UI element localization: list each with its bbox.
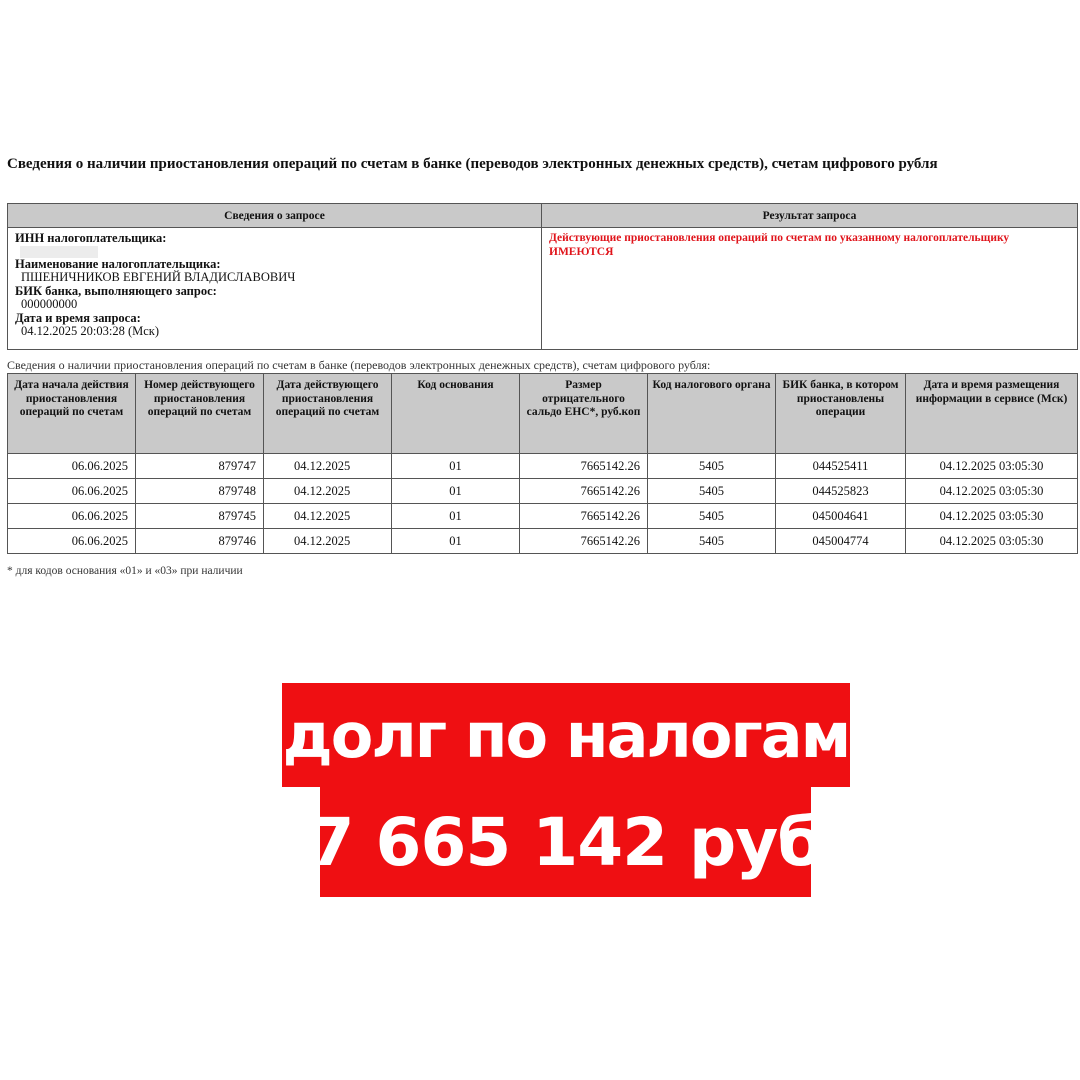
basis-code-cell: 01 (392, 479, 520, 504)
column-header-balance: Размер отрицательного сальдо ЕНС*, руб.коп (520, 374, 648, 454)
accounts-caption: Сведения о наличии приостановления операций по счетам в банке (переводов электронных денежных средств), счетам цифрового рубля: (7, 358, 711, 372)
column-header-basis-code: Код основания (392, 374, 520, 454)
basis-code-cell: 01 (392, 504, 520, 529)
request-result-header: Результат запроса (542, 204, 1078, 228)
balance-cell: 7665142.26 (520, 529, 648, 554)
suspension-number-cell: 879746 (136, 529, 264, 554)
bank-bik-cell: 045004641 (776, 504, 906, 529)
table-row (8, 529, 1078, 554)
request-table-row (8, 228, 1078, 350)
bank-bik-cell: 044525823 (776, 479, 906, 504)
suspension-number-cell: 879745 (136, 504, 264, 529)
suspension-date-cell: 04.12.2025 (264, 529, 392, 554)
debt-banner-amount: 7 665 142 руб (320, 787, 811, 897)
published-cell: 04.12.2025 03:05:30 (906, 504, 1078, 529)
request-result-cell (542, 228, 1078, 350)
table-row (8, 479, 1078, 504)
taxpayer-name-label: Наименование налогоплательщика: (15, 256, 221, 271)
published-cell: 04.12.2025 03:05:30 (906, 529, 1078, 554)
suspension-number-cell: 879747 (136, 454, 264, 479)
tax-office-cell: 5405 (648, 504, 776, 529)
table-row (8, 454, 1078, 479)
column-header-bank-bik: БИК банка, в котором приостановлены операции (776, 374, 906, 454)
inn-label: ИНН налогоплательщика: (15, 231, 167, 245)
suspension-date-cell: 04.12.2025 (264, 479, 392, 504)
request-datetime-value: 04.12.2025 20:03:28 (Мск) (21, 324, 160, 338)
request-datetime-label: Дата и время запроса: (15, 310, 141, 325)
accounts-table (7, 373, 1078, 554)
suspension-date-cell: 04.12.2025 (264, 454, 392, 479)
suspension-number-cell: 879748 (136, 479, 264, 504)
bank-bik-cell: 045004774 (776, 529, 906, 554)
tax-office-cell: 5405 (648, 454, 776, 479)
request-result-text: Действующие приостановления операций по счетам по указанному налогоплательщику ИМЕЮТСЯ (549, 232, 1010, 258)
column-header-tax-office: Код налогового органа (648, 374, 776, 454)
balance-cell: 7665142.26 (520, 479, 648, 504)
basis-code-cell: 01 (392, 529, 520, 554)
start-date-cell: 06.06.2025 (8, 479, 136, 504)
column-header-published: Дата и время размещения информации в сервисе (Мск) (906, 374, 1078, 454)
published-cell: 04.12.2025 03:05:30 (906, 479, 1078, 504)
request-info-header: Сведения о запросе (8, 204, 542, 228)
tax-office-cell: 5405 (648, 529, 776, 554)
start-date-cell: 06.06.2025 (8, 529, 136, 554)
document-title: Сведения о наличии приостановления операций по счетам в банке (переводов электронных денежных средств), счетам цифрового рубля (7, 156, 938, 172)
tax-office-cell: 5405 (648, 479, 776, 504)
bank-bik-label: БИК банка, выполняющего запрос: (15, 283, 217, 298)
balance-cell: 7665142.26 (520, 504, 648, 529)
footnote: * для кодов основания «01» и «03» при наличии (7, 565, 243, 577)
table-row (8, 504, 1078, 529)
request-table (7, 203, 1078, 350)
column-header-start-date: Дата начала действия приостановления операций по счетам (8, 374, 136, 454)
start-date-cell: 06.06.2025 (8, 504, 136, 529)
column-header-suspension-number: Номер действующего приостановления операций по счетам (136, 374, 264, 454)
accounts-header-row (8, 374, 1078, 454)
request-table-header (8, 204, 1078, 228)
taxpayer-name-value: ПШЕНИЧНИКОВ ЕВГЕНИЙ ВЛАДИСЛАВОВИЧ (21, 270, 296, 284)
inn-value-redacted (20, 246, 98, 258)
basis-code-cell: 01 (392, 454, 520, 479)
published-cell: 04.12.2025 03:05:30 (906, 454, 1078, 479)
bank-bik-value: 000000000 (21, 297, 78, 311)
request-info-cell (8, 228, 542, 350)
start-date-cell: 06.06.2025 (8, 454, 136, 479)
suspension-date-cell: 04.12.2025 (264, 504, 392, 529)
debt-banner-label: долг по налогам (282, 683, 850, 787)
bank-bik-cell: 044525411 (776, 454, 906, 479)
balance-cell: 7665142.26 (520, 454, 648, 479)
column-header-suspension-date: Дата действующего приостановления операций по счетам (264, 374, 392, 454)
